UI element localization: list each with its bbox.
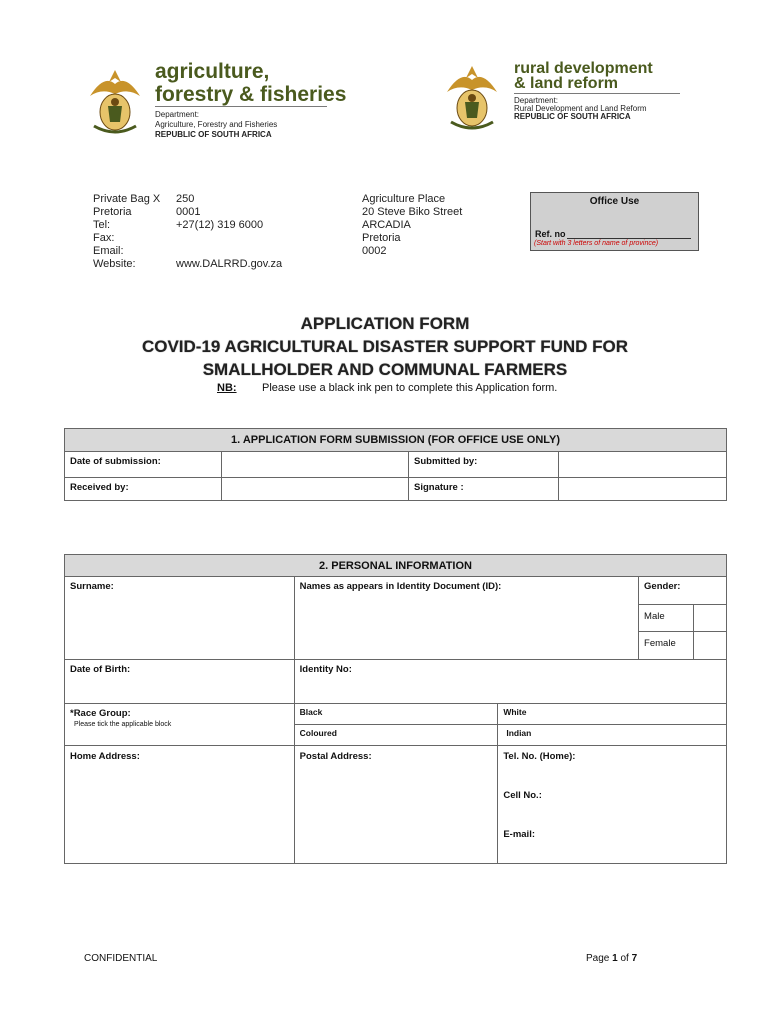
dept-right-title-1: rural development [514, 60, 653, 77]
race-coloured-option[interactable] [294, 725, 498, 746]
contact-value-code: 0001 [176, 206, 201, 218]
ref-no-line[interactable] [567, 238, 691, 239]
race-white-label: White [503, 707, 527, 717]
dept-left-country: REPUBLIC OF SOUTH AFRICA [155, 130, 272, 139]
surname-field[interactable] [65, 577, 295, 660]
office-use-box [530, 192, 699, 251]
submitted-by-label: Submitted by: [409, 452, 559, 478]
contact-numbers-cell[interactable] [498, 746, 727, 864]
postal-address-field[interactable] [294, 746, 498, 864]
dept-left-title-1: agriculture, [155, 60, 270, 83]
address-line-4: Pretoria [362, 232, 401, 244]
address-line-3: ARCADIA [362, 219, 411, 231]
form-title-line-3: SMALLHOLDER AND COMMUNAL FARMERS [202, 360, 568, 379]
nb-text: Please use a black ink pen to complete this Application form. [262, 382, 558, 394]
office-use-title: Office Use [589, 196, 640, 207]
race-black-label: Black [299, 707, 323, 717]
coat-of-arms-left-icon [84, 66, 146, 143]
contact-value-website: www.DALRRD.gov.za [176, 258, 283, 270]
names-field[interactable] [294, 577, 638, 660]
page-of: of [620, 953, 629, 964]
race-group-cell [65, 704, 295, 746]
contact-value-tel: +27(12) 319 6000 [176, 219, 264, 231]
page-label: Page [586, 953, 610, 964]
personal-info-table [64, 554, 727, 864]
race-group-note: Please tick the applicable block [74, 721, 172, 728]
signature-label: Signature : [409, 478, 559, 501]
home-address-field[interactable] [65, 746, 295, 864]
nb-label: NB: [217, 382, 237, 394]
tel-home-label: Tel. No. (Home): [503, 751, 576, 762]
dept-right-country: REPUBLIC OF SOUTH AFRICA [514, 112, 631, 121]
contact-label-tel: Tel: [93, 219, 111, 231]
home-address-label: Home Address: [70, 751, 140, 762]
email-label: E-mail: [503, 829, 536, 840]
form-title-line-1: APPLICATION FORM [300, 314, 470, 333]
dept-left-label: Department: [155, 110, 200, 119]
dept-right-label: Department: [514, 96, 559, 105]
race-coloured-label: Coloured [299, 728, 337, 738]
contact-label-city: Pretoria [93, 206, 132, 218]
id-no-label: Identity No: [299, 664, 352, 675]
race-group-label: *Race Group: [70, 708, 131, 719]
dept-left-name: Agriculture, Forestry and Fisheries [155, 120, 278, 129]
id-no-field[interactable] [294, 660, 726, 704]
page-total: 7 [631, 953, 638, 964]
date-of-submission-label: Date of submission: [65, 452, 222, 478]
signature-field[interactable] [559, 478, 727, 501]
address-line-5: 0002 [362, 245, 387, 257]
gender-male-label: Male [639, 605, 694, 632]
ref-no-note: (Start with 3 letters of name of province) [534, 240, 659, 247]
postal-address-label: Postal Address: [299, 751, 372, 762]
received-by-label: Received by: [65, 478, 222, 501]
date-of-submission-field[interactable] [222, 452, 409, 478]
submitted-by-field[interactable] [559, 452, 727, 478]
names-label: Names as appears in Identity Document (ID): [299, 581, 502, 592]
address-line-1: Agriculture Place [362, 193, 446, 205]
gender-female-checkbox[interactable] [694, 632, 727, 660]
coat-of-arms-right-icon [441, 62, 503, 139]
race-black-option[interactable] [294, 704, 498, 725]
dept-left-divider [155, 106, 327, 107]
surname-label: Surname: [70, 581, 114, 592]
race-indian-label: Indian [506, 728, 532, 738]
gender-male-checkbox[interactable] [694, 605, 727, 632]
section2-heading: 2. PERSONAL INFORMATION [65, 555, 727, 577]
race-indian-option[interactable] [498, 725, 727, 746]
dept-right-name: Rural Development and Land Reform [514, 104, 647, 113]
dob-label: Date of Birth: [70, 664, 131, 675]
dept-left-title-2: forestry & fisheries [155, 83, 347, 106]
address-line-2: 20 Steve Biko Street [362, 206, 463, 218]
dob-field[interactable] [65, 660, 295, 704]
section1-heading: 1. APPLICATION FORM SUBMISSION (FOR OFFICE USE ONLY) [65, 429, 727, 452]
page-number: 1 [612, 953, 618, 964]
page-indicator [586, 953, 637, 964]
dept-right-divider [514, 93, 680, 94]
gender-female-label: Female [639, 632, 694, 660]
confidential-label: CONFIDENTIAL [84, 953, 158, 964]
ref-no-label: Ref. no [535, 229, 566, 239]
gender-label: Gender: [639, 577, 727, 605]
race-white-option[interactable] [498, 704, 727, 725]
received-by-field[interactable] [222, 478, 409, 501]
contact-label-website: Website: [93, 258, 136, 270]
contact-label-email: Email: [93, 245, 124, 257]
dept-right-title-2: & land reform [514, 75, 619, 92]
cell-no-label: Cell No.: [503, 790, 542, 801]
contact-value-bag: 250 [176, 193, 195, 205]
form-title-line-2: COVID-19 AGRICULTURAL DISASTER SUPPORT FUND FOR [141, 337, 629, 356]
submission-table [64, 428, 727, 501]
contact-label-fax: Fax: [93, 232, 115, 244]
contact-label-bag: Private Bag X [93, 193, 161, 205]
